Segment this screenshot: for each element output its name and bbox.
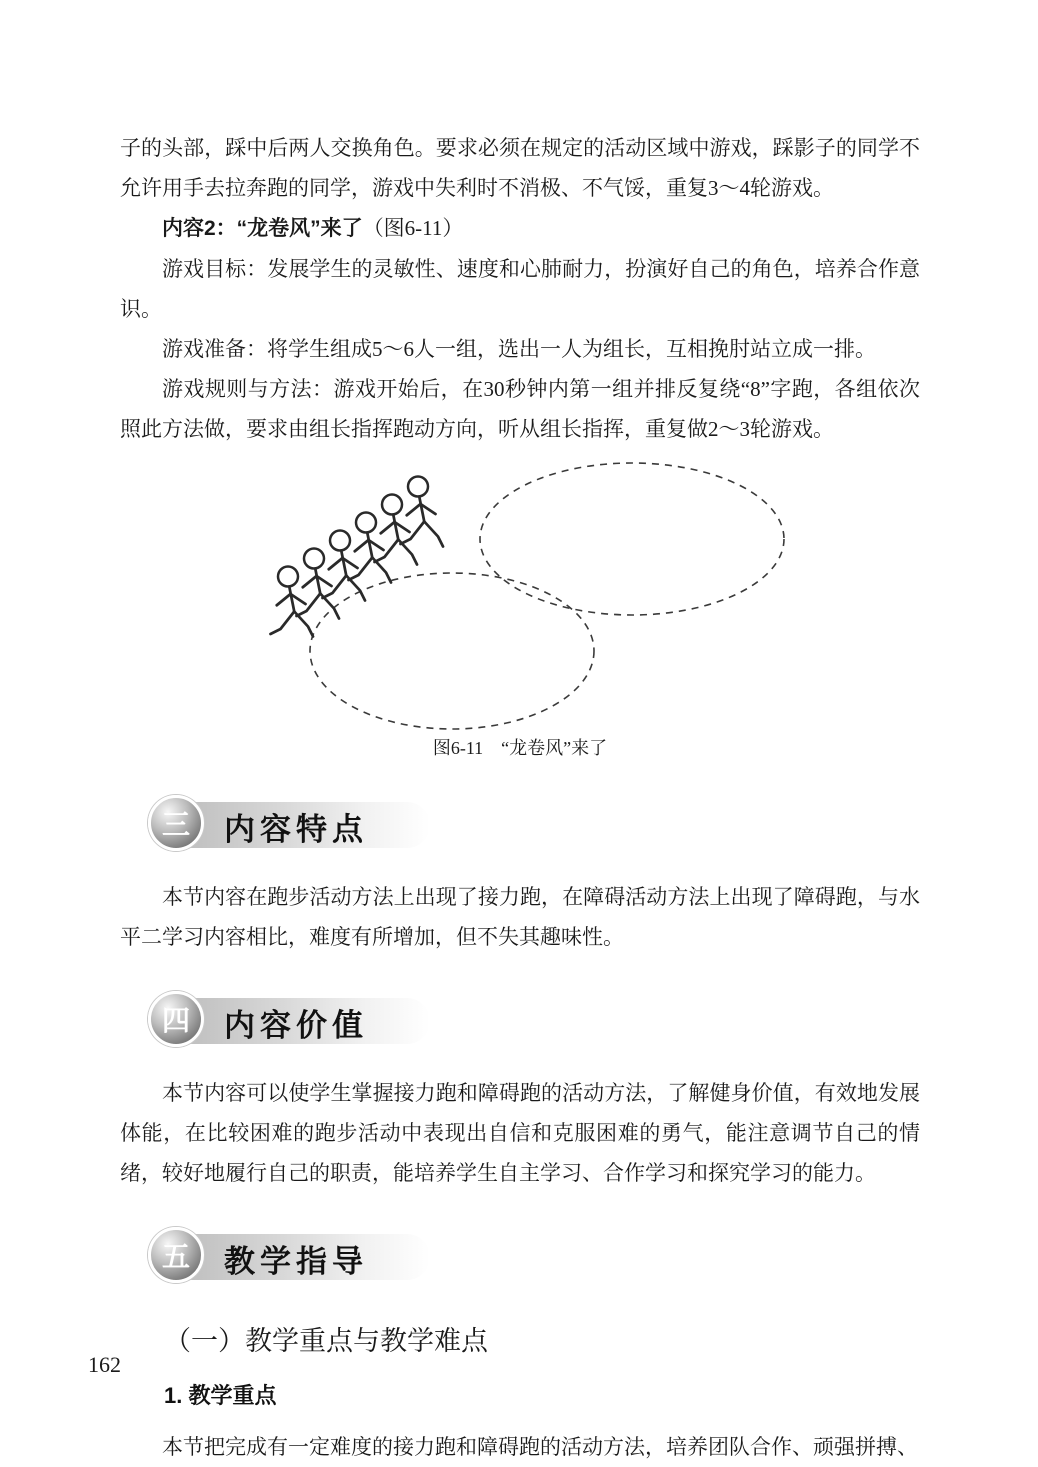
section-title: 教学指导: [224, 1244, 368, 1279]
section-number-badge: [148, 1227, 204, 1283]
paragraph-game-prep: 游戏准备：将学生组成5～6人一组，选出一人为组长，互相挽肘站立成一排。: [162, 337, 876, 361]
content2-figure-ref: （图6-11）: [362, 216, 464, 240]
paragraph-game-goal: 游戏目标：发展学生的灵敏性、速度和心肺耐力，扮演好自己的角色，培养合作意识。: [120, 257, 920, 321]
section-3-body: 本节内容在跑步活动方法上出现了接力跑，在障碍活动方法上出现了障碍跑，与水平二学习内容相比，难度有所增加，但不失其趣味性。: [120, 885, 920, 949]
page-content: [120, 128, 920, 1467]
figure-caption: 图6-11 “龙卷风”来了: [432, 738, 608, 758]
paragraph-game-rules: 游戏规则与方法：游戏开始后，在30秒钟内第一组并排反复绕“8”字跑，各组依次照此方法做，要求由组长指挥跑动方向，听从组长指挥，重复做2～3轮游戏。: [120, 377, 920, 441]
dashed-circle-bottom: [310, 573, 594, 729]
section-number: 五: [161, 1241, 190, 1272]
runner-figure: [271, 567, 314, 637]
section-number-badge: [148, 991, 204, 1047]
section-heading-4: [148, 991, 920, 1051]
tornado-game-illustration: [130, 457, 910, 733]
teaching-body: 本节把完成有一定难度的接力跑和障碍跑的活动方法，培养团队合作、顽强拼搏、: [162, 1435, 918, 1459]
dashed-circle-top: [480, 463, 784, 615]
paragraph-continuation: 子的头部，踩中后两人交换角色。要求必须在规定的活动区域中游戏，踩影子的同学不允许用手去拉奔跑的同学，游戏中失利时不消极、不气馁，重复3～4轮游戏。: [120, 136, 920, 200]
section-number-badge: [148, 795, 204, 851]
section-4-body: 本节内容可以使学生掌握接力跑和障碍跑的活动方法，了解健身价值，有效地发展体能，在比较困难的跑步活动中表现出自信和克服困难的勇气，能注意调节自己的情绪，较好地履行自己的职责，能培养学生自主学习、合作学习和探究学习的能力。: [120, 1081, 920, 1185]
section-number: 三: [161, 809, 190, 840]
figure-6-11: [120, 457, 920, 761]
teaching-point-heading: 1. 教学重点: [164, 1383, 277, 1408]
section-heading-5: [148, 1227, 920, 1287]
section-title: 内容价值: [224, 1008, 368, 1043]
section-heading-3: [148, 795, 920, 855]
teaching-sub-heading: （一）教学重点与教学难点: [164, 1326, 488, 1356]
content2-heading-line: [120, 208, 920, 249]
section-number: 四: [161, 1005, 190, 1036]
page-number: 162: [88, 1352, 121, 1377]
runner-group: [271, 477, 444, 637]
content2-title: 内容2：“龙卷风”来了: [162, 217, 363, 240]
section-title: 内容特点: [224, 812, 368, 847]
